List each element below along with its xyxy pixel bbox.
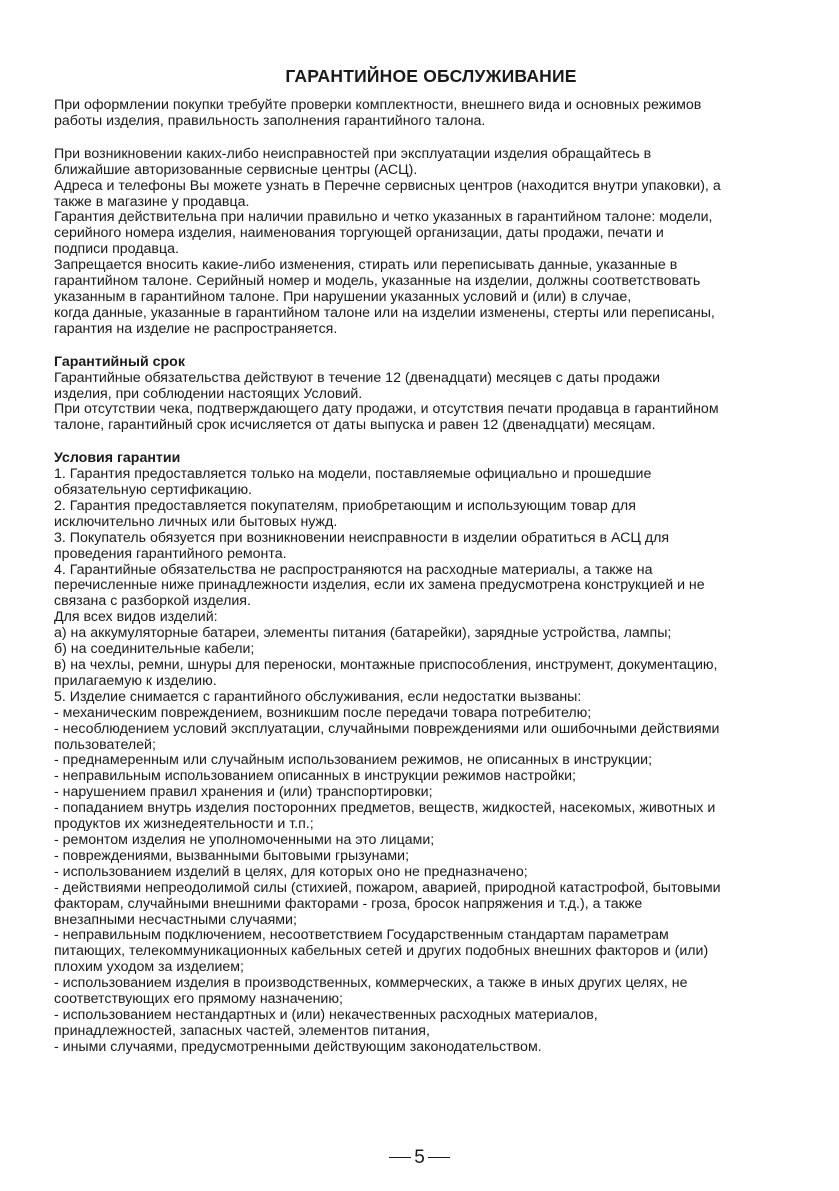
condition-line: связана с разборкой изделия. bbox=[54, 593, 251, 610]
condition-line: пользователей; bbox=[54, 736, 156, 753]
condition-line: - механическим повреждением, возникшим после передачи товара потребителю; bbox=[54, 704, 592, 721]
service-line: гарантия на изделие не распространяется. bbox=[54, 320, 338, 337]
warranty-period-line: изделия, при соблюдении настоящих Условий. bbox=[54, 385, 363, 402]
condition-line: - действиями непреодолимой силы (стихией, пожаром, аварией, природной катастрофой, бытовыми bbox=[54, 879, 721, 896]
condition-line: перечисленные ниже принадлежности изделия, если их замена предусмотрена конструкцией и не bbox=[54, 577, 705, 594]
warranty-period-line: талоне, гарантийный срок исчисляется от даты выпуска и равен 12 (двенадцати) месяцам. bbox=[54, 417, 656, 434]
warranty-period-line: При отсутствии чека, подтверждающего дату продажи, и отсутствия печати продавца в гарантийном bbox=[54, 401, 719, 418]
condition-line: прилагаемую к изделию. bbox=[54, 672, 217, 689]
condition-line: 4. Гарантийные обязательства не распространяются на расходные материалы, а также на bbox=[54, 561, 653, 578]
service-line: серийного номера изделия, наименования торгующей организации, даты продажи, печати и bbox=[54, 225, 664, 242]
condition-line: б) на соединительные кабели; bbox=[54, 641, 255, 658]
document-page bbox=[54, 66, 808, 1056]
condition-line: - повреждениями, вызванными бытовыми грызунами; bbox=[54, 847, 410, 864]
spacer bbox=[54, 434, 808, 451]
condition-line: - попаданием внутрь изделия посторонних предметов, веществ, жидкостей, насекомых, животных и bbox=[54, 800, 716, 817]
condition-line: проведения гарантийного ремонта. bbox=[54, 545, 287, 562]
intro-paragraph bbox=[54, 98, 808, 130]
condition-line: - использованием изделий в целях, для которых оно не предназначено; bbox=[54, 863, 528, 880]
service-paragraph bbox=[54, 147, 808, 338]
condition-line: питающих, телекоммуникационных кабельных сетей и других подобных внешних факторов и (или) bbox=[54, 943, 709, 960]
condition-line: плохим уходом за изделием; bbox=[54, 959, 244, 976]
warranty-conditions-heading: Условия гарантии bbox=[54, 450, 181, 467]
service-line: Запрещается вносить какие-либо изменения, стирать или переписывать данные, указанные в bbox=[54, 257, 678, 274]
condition-line: - иными случаями, предусмотренными действующим законодательством. bbox=[54, 1038, 542, 1055]
condition-line: - нарушением правил хранения и (или) транспортировки; bbox=[54, 784, 433, 801]
page-number: 5 bbox=[414, 1147, 425, 1168]
condition-line: - неправильным использованием описанных в инструкции режимов настройки; bbox=[54, 768, 576, 785]
condition-line: внезапными несчастными случаями; bbox=[54, 911, 297, 928]
condition-line: - неправильным подключением, несоответствием Государственным стандартам параметрам bbox=[54, 927, 669, 944]
condition-line: - использованием изделия в производственных, коммерческих, а также в иных других целях, не bbox=[54, 975, 688, 992]
service-line: Гарантия действительна при наличии правильно и четко указанных в гарантийном талоне: модели, bbox=[54, 209, 713, 226]
service-line: ближайшие авторизованные сервисные центры (АСЦ). bbox=[54, 161, 418, 178]
service-line: гарантийном талоне. Серийный номер и модель, указанные на изделии, должны соответствовать bbox=[54, 273, 701, 290]
spacer bbox=[54, 338, 808, 355]
condition-line: 1. Гарантия предоставляется только на модели, поставляемые официально и прошедшие bbox=[54, 466, 652, 483]
condition-line: - ремонтом изделия не уполномоченными на это лицами; bbox=[54, 831, 435, 848]
condition-line: соответствующих его прямому назначению; bbox=[54, 991, 343, 1008]
condition-line: а) на аккумуляторные батареи, элементы питания (батарейки), зарядные устройства, лампы; bbox=[54, 625, 672, 642]
warranty-period-section bbox=[54, 355, 808, 435]
condition-line: Для всех видов изделий: bbox=[54, 609, 218, 626]
condition-line: - преднамеренным или случайным использованием режимов, не описанных в инструкции; bbox=[54, 752, 653, 769]
condition-line: продуктов их жизнедеятельности и т.п.; bbox=[54, 816, 314, 833]
service-line: При возникновении каких-либо неисправностей при эксплуатации изделия обращайтесь в bbox=[54, 145, 652, 162]
footer-dash-right bbox=[428, 1157, 450, 1158]
condition-line: факторам, случайными внешними факторами - гроза, бросок напряжения и т.д.), а также bbox=[54, 895, 643, 912]
footer-dash-left bbox=[389, 1157, 411, 1158]
intro-line: При оформлении покупки требуйте проверки комплектности, внешнего вида и основных режимов bbox=[54, 97, 702, 113]
service-line: указанным в гарантийном талоне. При нарушении указанных условий и (или) в случае, bbox=[54, 288, 632, 305]
page-footer bbox=[0, 1147, 839, 1169]
service-line: Адреса и телефоны Вы можете узнать в Перечне сервисных центров (находится внутри упаковки), а bbox=[54, 177, 721, 194]
condition-line: принадлежностей, запасных частей, элементов питания, bbox=[54, 1022, 430, 1039]
service-line: также в магазине у продавца. bbox=[54, 193, 250, 210]
warranty-conditions-section bbox=[54, 451, 808, 1055]
warranty-period-heading: Гарантийный срок bbox=[54, 353, 185, 370]
condition-line: обязательную сертификацию. bbox=[54, 482, 253, 499]
condition-line: 5. Изделие снимается с гарантийного обслуживания, если недостатки вызваны: bbox=[54, 688, 582, 705]
condition-line: исключительно личных или бытовых нужд. bbox=[54, 513, 338, 530]
condition-line: в) на чехлы, ремни, шнуры для переноски, монтажные приспособления, инструмент, документацию, bbox=[54, 657, 718, 673]
warranty-period-line: Гарантийные обязательства действуют в течение 12 (двенадцати) месяцев с даты продажи bbox=[54, 369, 660, 386]
spacer bbox=[54, 130, 808, 147]
condition-line: - несоблюдением условий эксплуатации, случайными повреждениями или ошибочными действиями bbox=[54, 720, 720, 737]
condition-line: 2. Гарантия предоставляется покупателям, приобретающим и использующим товар для bbox=[54, 497, 636, 514]
condition-line: - использованием нестандартных и (или) некачественных расходных материалов, bbox=[54, 1006, 598, 1023]
page-title: ГАРАНТИЙНОЕ ОБСЛУЖИВАНИЕ bbox=[285, 66, 577, 86]
service-line: когда данные, указанные в гарантийном талоне или на изделии изменены, стерты или переписаны, bbox=[54, 304, 715, 321]
service-line: подписи продавца. bbox=[54, 241, 179, 258]
condition-line: 3. Покупатель обязуется при возникновении неисправности в изделии обратиться в АСЦ для bbox=[54, 529, 670, 546]
intro-line: работы изделия, правильность заполнения гарантийного талона. bbox=[54, 112, 486, 129]
